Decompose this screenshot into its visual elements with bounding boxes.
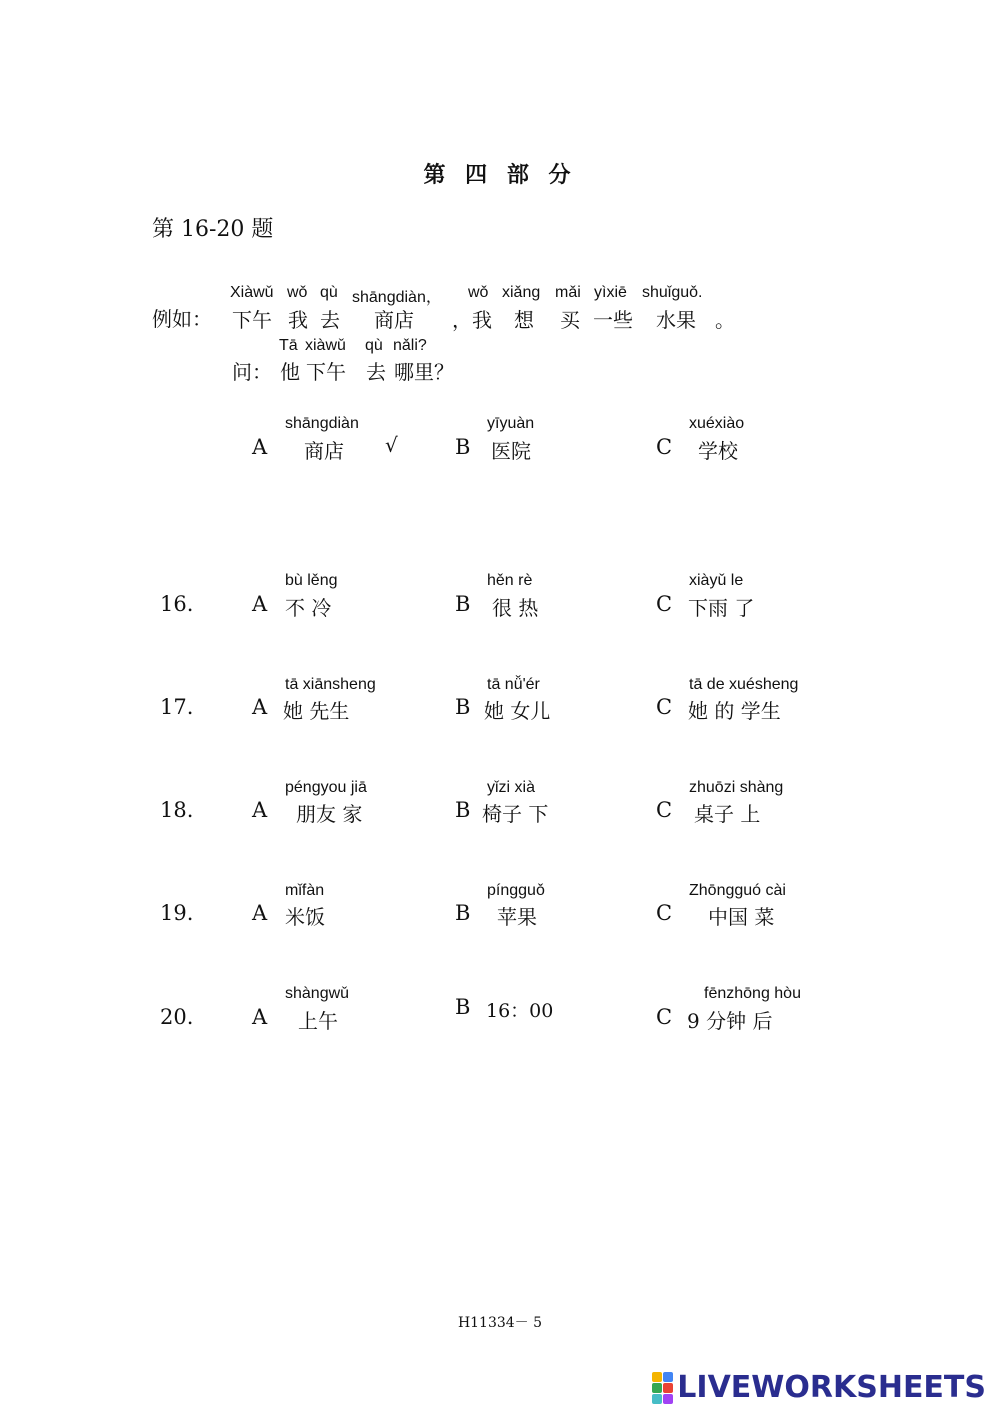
- example-pinyin-word: Xiàwǔ: [230, 284, 274, 301]
- option-letter: B: [455, 435, 471, 459]
- option-pinyin: mǐfàn: [285, 882, 325, 899]
- option-letter: A: [252, 1005, 268, 1029]
- example-hanzi-word: 买: [560, 308, 580, 332]
- question-number: 16.: [160, 592, 194, 616]
- question-hanzi-word: 哪里？: [394, 360, 454, 384]
- option-hanzi: 上午: [298, 1009, 338, 1033]
- page-footer: H11334－ 5: [457, 1315, 543, 1331]
- option-pinyin: shāngdiàn: [285, 415, 359, 432]
- option-hanzi: 米饭: [285, 905, 325, 929]
- option-pinyin: zhuōzi shàng: [689, 779, 784, 796]
- option-hanzi: 她 先生: [283, 699, 350, 723]
- option-pinyin: xiàyǔ le: [689, 572, 744, 589]
- question-number: 20.: [160, 1005, 194, 1029]
- option-hanzi: 9 分钟 后: [687, 1009, 773, 1033]
- option-pinyin: tā nǚ'ér: [487, 676, 540, 693]
- option-pinyin: fēnzhōng hòu: [704, 985, 801, 1002]
- question-pinyin-word: nǎli?: [393, 337, 427, 354]
- option-letter: A: [252, 592, 268, 616]
- option-pinyin: bù lěng: [285, 572, 338, 589]
- option-letter: A: [252, 798, 268, 822]
- option-hanzi: 桌子 上: [694, 802, 761, 826]
- question-pinyin-word: Tā: [279, 337, 298, 354]
- option-letter: A: [252, 695, 268, 719]
- option-letter: C: [656, 695, 673, 719]
- option-hanzi: 医院: [491, 439, 531, 463]
- option-letter: B: [455, 995, 471, 1019]
- option-letter: A: [252, 901, 268, 925]
- option-pinyin: píngguǒ: [487, 882, 545, 899]
- question-hanzi-word: 去: [366, 360, 386, 384]
- example-hanzi-word: 我: [288, 308, 308, 332]
- option-hanzi: 她 的 学生: [688, 699, 781, 723]
- example-hanzi-word: 下午: [232, 308, 272, 332]
- logo-square: [663, 1372, 673, 1382]
- example-hanzi-word: 水果: [656, 308, 696, 332]
- question-pinyin-word: xiàwǔ: [305, 337, 346, 354]
- option-letter: B: [455, 901, 471, 925]
- option-pinyin: hěn rè: [487, 572, 533, 589]
- option-hanzi: 苹果: [497, 905, 537, 929]
- option-hanzi: 下雨 了: [688, 596, 755, 620]
- check-mark-icon: √: [385, 433, 398, 457]
- option-time: 16：00: [486, 1000, 554, 1022]
- section-heading: 第 16-20 题: [152, 217, 274, 242]
- option-hanzi: 椅子 下: [482, 802, 549, 826]
- logo-text: LIVEWORKSHEETS: [677, 1370, 986, 1405]
- option-hanzi: 朋友 家: [296, 802, 363, 826]
- page-title: 第 四 部 分: [423, 162, 577, 188]
- question-number: 18.: [160, 798, 194, 822]
- example-pinyin-word: shuǐguǒ.: [642, 284, 703, 301]
- option-letter: B: [455, 592, 471, 616]
- option-pinyin: péngyou jiā: [285, 779, 367, 796]
- example-pinyin-word: wǒ: [287, 284, 308, 301]
- option-hanzi: 学校: [698, 439, 738, 463]
- question-hanzi-word: 下午: [306, 360, 346, 384]
- option-letter: C: [656, 798, 673, 822]
- question-pinyin-word: qù: [365, 337, 383, 354]
- example-pinyin-word: xiǎng: [502, 284, 541, 301]
- option-letter: B: [455, 695, 471, 719]
- example-hanzi-word: 去: [320, 308, 340, 332]
- option-letter: C: [656, 435, 673, 459]
- question-hanzi-word: 问：: [232, 360, 272, 384]
- option-pinyin: xuéxiào: [689, 415, 745, 432]
- example-hanzi-word: ，我: [452, 308, 492, 332]
- logo-square: [652, 1394, 662, 1404]
- logo-square: [663, 1383, 673, 1393]
- option-hanzi: 中国 菜: [708, 905, 775, 929]
- example-pinyin-word: wǒ: [468, 284, 489, 301]
- example-pinyin-word: shāngdiàn，: [352, 289, 442, 306]
- option-pinyin: yǐzi xià: [487, 779, 536, 796]
- logo-square: [652, 1372, 662, 1382]
- option-letter: C: [656, 1005, 673, 1029]
- option-pinyin: tā de xuésheng: [689, 676, 799, 693]
- logo-square: [652, 1383, 662, 1393]
- logo-square: [663, 1394, 673, 1404]
- liveworksheets-logo: [652, 1370, 986, 1405]
- example-label: 例如：: [152, 307, 212, 331]
- example-pinyin-word: mǎi: [555, 284, 581, 301]
- option-letter: C: [656, 901, 673, 925]
- example-pinyin-word: yìxiē: [594, 284, 627, 301]
- option-letter: A: [252, 435, 268, 459]
- example-hanzi-word: 。: [715, 308, 735, 332]
- option-hanzi: 很 热: [492, 596, 539, 620]
- option-hanzi: 不 冷: [285, 596, 332, 620]
- question-number: 17.: [160, 695, 194, 719]
- logo-grid-icon: [652, 1372, 673, 1404]
- option-hanzi: 商店: [304, 439, 344, 463]
- option-letter: C: [656, 592, 673, 616]
- example-hanzi-word: 想: [514, 308, 534, 332]
- option-pinyin: Zhōngguó cài: [689, 882, 786, 899]
- option-letter: B: [455, 798, 471, 822]
- example-hanzi-word: 商店: [374, 308, 414, 332]
- question-hanzi-word: 他: [280, 360, 300, 384]
- example-pinyin-word: qù: [320, 284, 338, 301]
- example-hanzi-word: 一些: [593, 308, 633, 332]
- option-hanzi: 她 女儿: [484, 699, 551, 723]
- question-number: 19.: [160, 901, 194, 925]
- option-pinyin: tā xiānsheng: [285, 676, 376, 693]
- option-pinyin: yīyuàn: [487, 415, 535, 432]
- option-pinyin: shàngwǔ: [285, 985, 350, 1002]
